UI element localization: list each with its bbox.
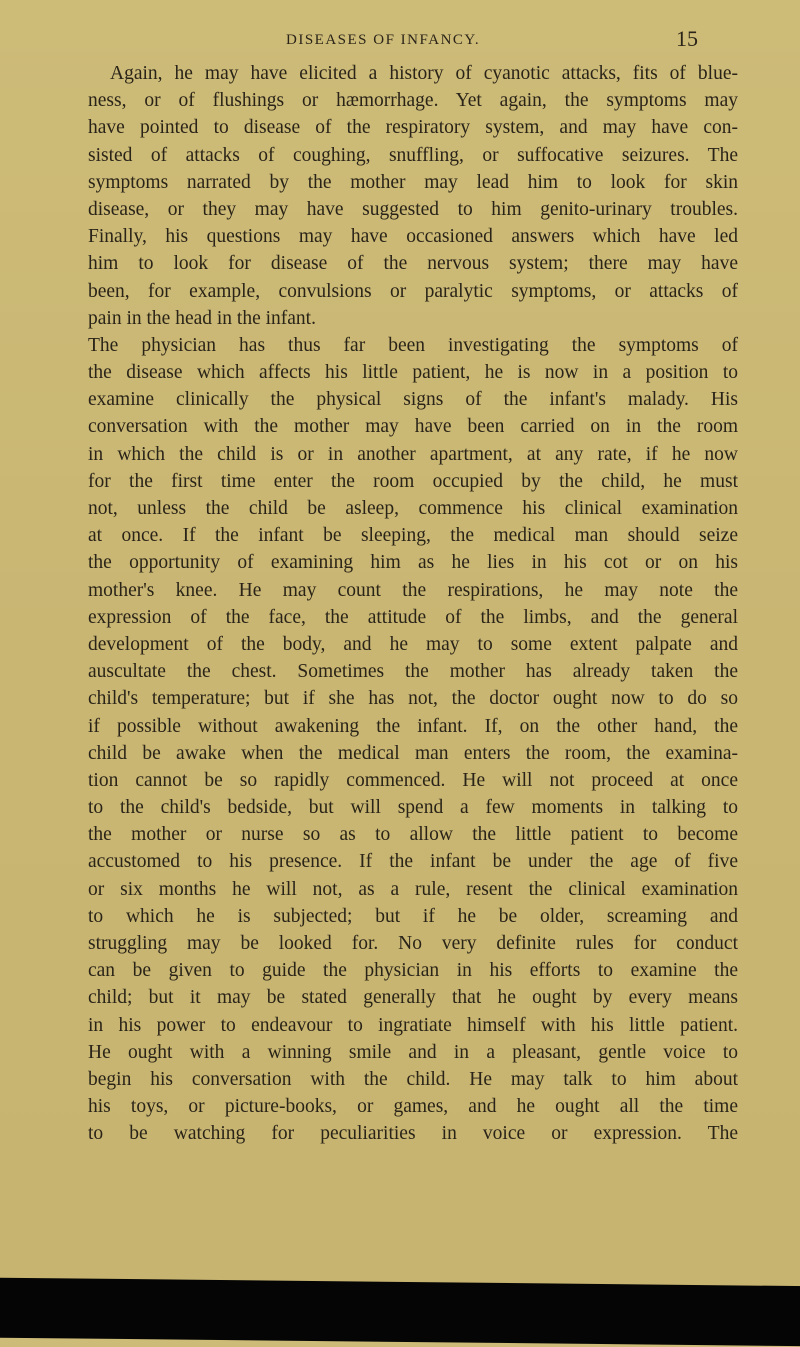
text-line: to which he is subjected; but if he be older, screaming and bbox=[88, 905, 738, 927]
text-line: the disease which affects his little patient, he is now in a position to bbox=[88, 362, 738, 384]
text-line: the opportunity of examining him as he lies in his cot or on his bbox=[88, 552, 738, 574]
text-line: He ought with a winning smile and in a pleasant, gentle voice to bbox=[88, 1041, 738, 1063]
text-line: him to look for disease of the nervous system; there may have bbox=[88, 253, 738, 275]
text-line: child; but it may be stated generally that he ought by every means bbox=[88, 987, 738, 1009]
text-line: to the child's bedside, but will spend a few moments in talking to bbox=[88, 797, 738, 819]
text-line: his toys, or picture-books, or games, and he ought all the time bbox=[88, 1096, 738, 1118]
text-line: if possible without awakening the infant. If, on the other hand, the bbox=[88, 715, 738, 737]
text-line: in his power to endeavour to ingratiate himself with his little patient. bbox=[88, 1014, 738, 1036]
text-line: pain in the head in the infant. bbox=[88, 307, 316, 329]
text-line: ness, or of flushings or hæmorrhage. Yet again, the symptoms may bbox=[88, 90, 738, 112]
page-header bbox=[0, 28, 800, 52]
page-number: 15 bbox=[676, 26, 698, 51]
text-line: disease, or they may have suggested to him genito-urinary troubles. bbox=[88, 198, 738, 220]
text-line: examine clinically the physical signs of the infant's malady. His bbox=[88, 389, 738, 411]
text-line: auscultate the chest. Sometimes the mother has already taken the bbox=[88, 661, 738, 683]
text-line: or six months he will not, as a rule, resent the clinical examination bbox=[88, 878, 738, 900]
text-line: child's temperature; but if she has not, the doctor ought now to do so bbox=[88, 688, 738, 710]
page-body bbox=[88, 60, 738, 1148]
text-line: mother's knee. He may count the respirations, he may note the bbox=[88, 579, 738, 601]
text-line: for the first time enter the room occupied by the child, he must bbox=[88, 470, 738, 492]
text-line: child be awake when the medical man enters the room, the examina- bbox=[88, 742, 738, 764]
scan-edge-shadow bbox=[0, 1277, 800, 1346]
text-line: struggling may be looked for. No very definite rules for conduct bbox=[88, 933, 738, 954]
text-line: can be given to guide the physician in his efforts to examine the bbox=[88, 960, 738, 982]
text-line: sisted of attacks of coughing, snuffling, or suffocative seizures. The bbox=[88, 144, 738, 166]
text-line: in which the child is or in another apartment, at any rate, if he now bbox=[88, 443, 738, 465]
text-line: tion cannot be so rapidly commenced. He will not proceed at once bbox=[88, 769, 738, 791]
text-line: have pointed to disease of the respiratory system, and may have con- bbox=[88, 117, 738, 139]
text-line: not, unless the child be asleep, commence his clinical examination bbox=[88, 498, 738, 519]
text-line: begin his conversation with the child. He may talk to him about bbox=[88, 1068, 738, 1090]
text-line: been, for example, convulsions or paralytic symptoms, or attacks of bbox=[88, 280, 738, 302]
text-line: development of the body, and he may to some extent palpate and bbox=[88, 633, 738, 655]
running-title: DISEASES OF INFANCY. bbox=[286, 32, 481, 48]
text-line: symptoms narrated by the mother may lead him to look for skin bbox=[88, 171, 738, 193]
text-line: accustomed to his presence. If the infant be under the age of five bbox=[88, 851, 738, 873]
text-line: Finally, his questions may have occasioned answers which have led bbox=[88, 226, 738, 248]
text-line: to be watching for peculiarities in voice or expression. The bbox=[88, 1123, 738, 1145]
text-line: at once. If the infant be sleeping, the medical man should seize bbox=[88, 525, 738, 547]
text-line: expression of the face, the attitude of the limbs, and the general bbox=[88, 606, 738, 628]
text-line: The physician has thus far been investigating the symptoms of bbox=[88, 334, 738, 356]
text-line: conversation with the mother may have been carried on in the room bbox=[88, 416, 738, 438]
text-line: Again, he may have elicited a history of cyanotic attacks, fits of blue- bbox=[110, 63, 738, 84]
text-line: the mother or nurse so as to allow the little patient to become bbox=[88, 824, 738, 846]
